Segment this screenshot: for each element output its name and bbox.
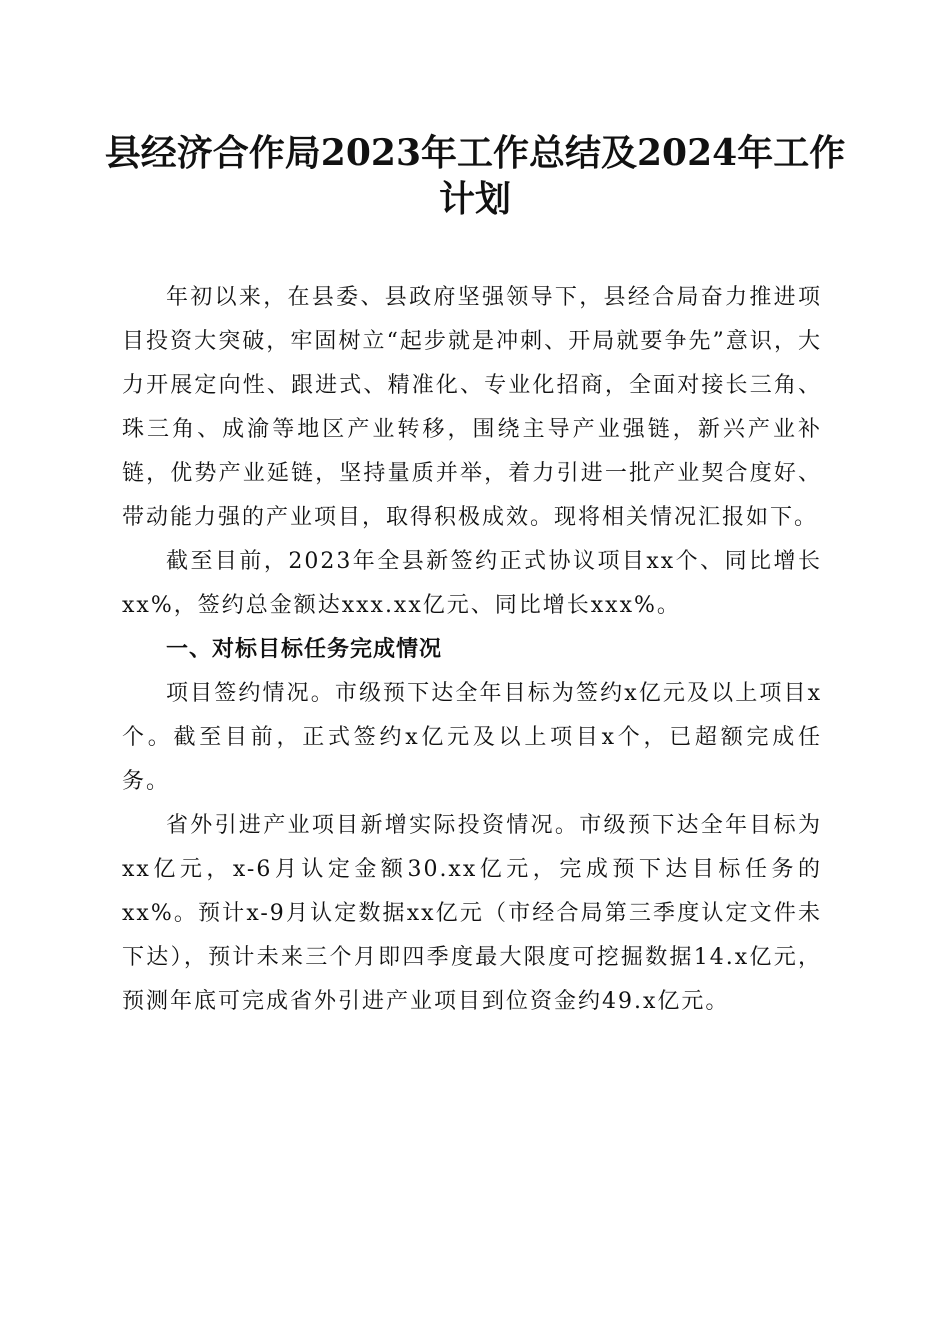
document-body: [122, 276, 822, 1024]
investment-paragraph: 省外引进产业项目新增实际投资情况。市级预下达全年目标为xx亿元，x-6月认定金额30.xx亿元，完成预下达目标任务的xx%。预计x-9月认定数据xx亿元（市经合局第三季度认定文件未下达），预计未来三个月即四季度最大限度可挖掘数据14.x亿元，预测年底可完成省外引进产业项目到位资金约49.x亿元。: [122, 813, 822, 1014]
document-title-line-1: 县经济合作局2023年工作总结及2024年工作: [104, 132, 846, 174]
document-title: [100, 130, 850, 222]
section-heading: 一、对标目标任务完成情况: [166, 637, 443, 662]
document-title-line-2: 计划: [438, 178, 511, 220]
summary-paragraph: 截至目前，2023年全县新签约正式协议项目xx个、同比增长xx%，签约总金额达xxx.xx亿元、同比增长xxx%。: [122, 549, 822, 618]
intro-paragraph: 年初以来，在县委、县政府坚强领导下，县经合局奋力推进项目投资大突破，牢固树立“起步就是冲刺、开局就要争先”意识，大力开展定向性、跟进式、精准化、专业化招商，全面对接长三角、珠三角、成渝等地区产业转移，围绕主导产业强链，新兴产业补链，优势产业延链，坚持量质并举，着力引进一批产业契合度好、带动能力强的产业项目，取得积极成效。现将相关情况汇报如下。: [122, 285, 822, 530]
project-signing-paragraph: 项目签约情况。市级预下达全年目标为签约x亿元及以上项目x个。截至目前，正式签约x亿元及以上项目x个，已超额完成任务。: [122, 681, 822, 794]
